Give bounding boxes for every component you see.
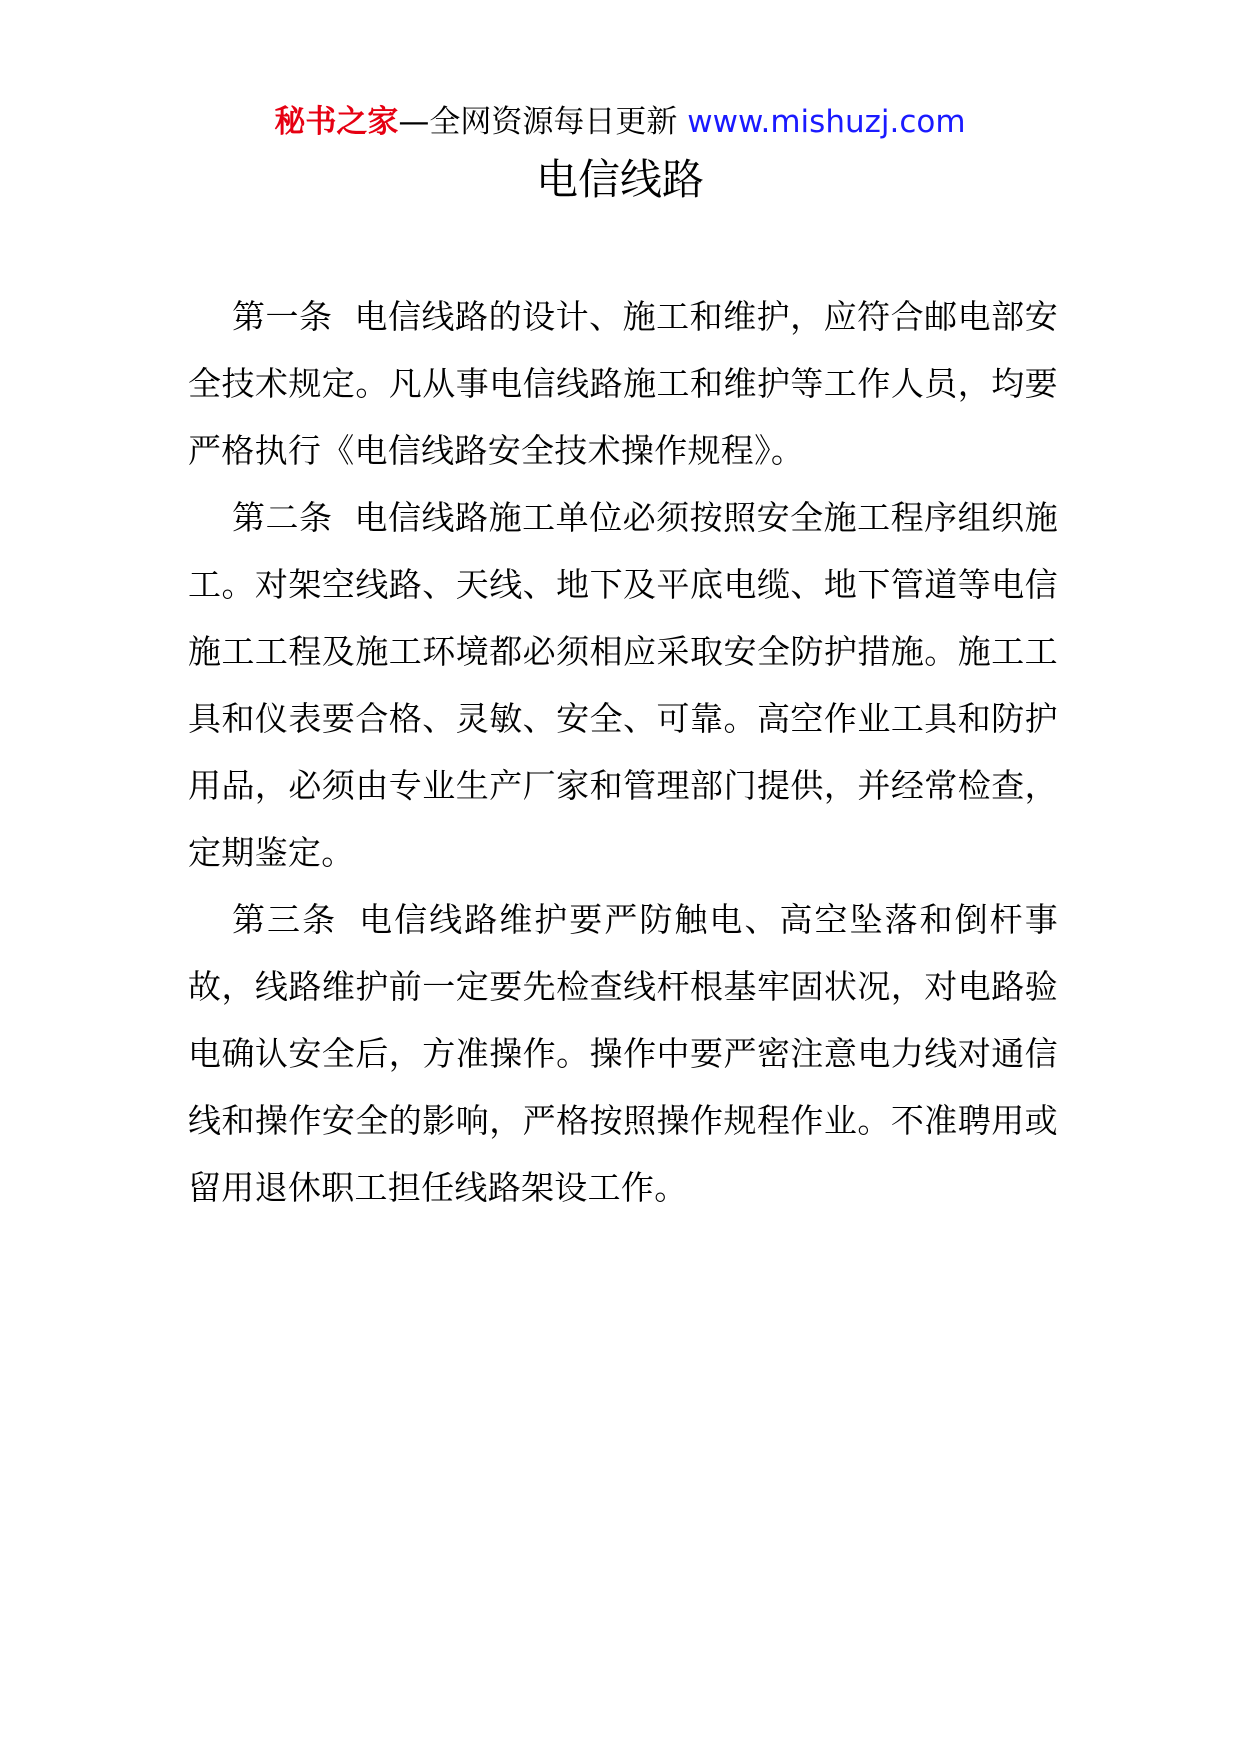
article-text: 电信线路维护要严防触电、高空坠落和倒杆事故，线路维护前一定要先检查线杆根基牢固状况，对电路验电确认安全后，方准操作。操作中要严密注意电力线对通信线和操作安全的影响，严格按照操作规程作业。不准聘用或留用退休职工担任线路架设工作。 [188, 900, 1059, 1207]
site-url-link[interactable]: www.mishuzj.com [687, 104, 966, 140]
article-paragraph [188, 886, 1058, 1221]
article-label: 第一条 [232, 297, 333, 336]
document-body [188, 283, 1058, 1221]
article-text: 电信线路施工单位必须按照安全施工程序组织施工。对架空线路、天线、地下及平底电缆、地下管道等电信施工工程及施工环境都必须相应采取安全防护措施。施工工具和仪表要合格、灵敏、安全、可靠。高空作业工具和防护用品，必须由专业生产厂家和管理部门提供，并经常检查，定期鉴定。 [188, 498, 1058, 872]
site-brand: 秘书之家 [274, 104, 399, 140]
article-text: 电信线路的设计、施工和维护，应符合邮电部安全技术规定。凡从事电信线路施工和维护等工作人员，均要严格执行《电信线路安全技术操作规程》。 [188, 297, 1058, 470]
article-paragraph [188, 484, 1058, 886]
site-tagline: —全网资源每日更新 [398, 104, 678, 140]
article-label: 第二条 [232, 498, 333, 537]
site-header [0, 102, 1240, 142]
article-paragraph [188, 283, 1058, 484]
article-label: 第三条 [232, 900, 338, 939]
document-title: 电信线路 [535, 155, 704, 204]
